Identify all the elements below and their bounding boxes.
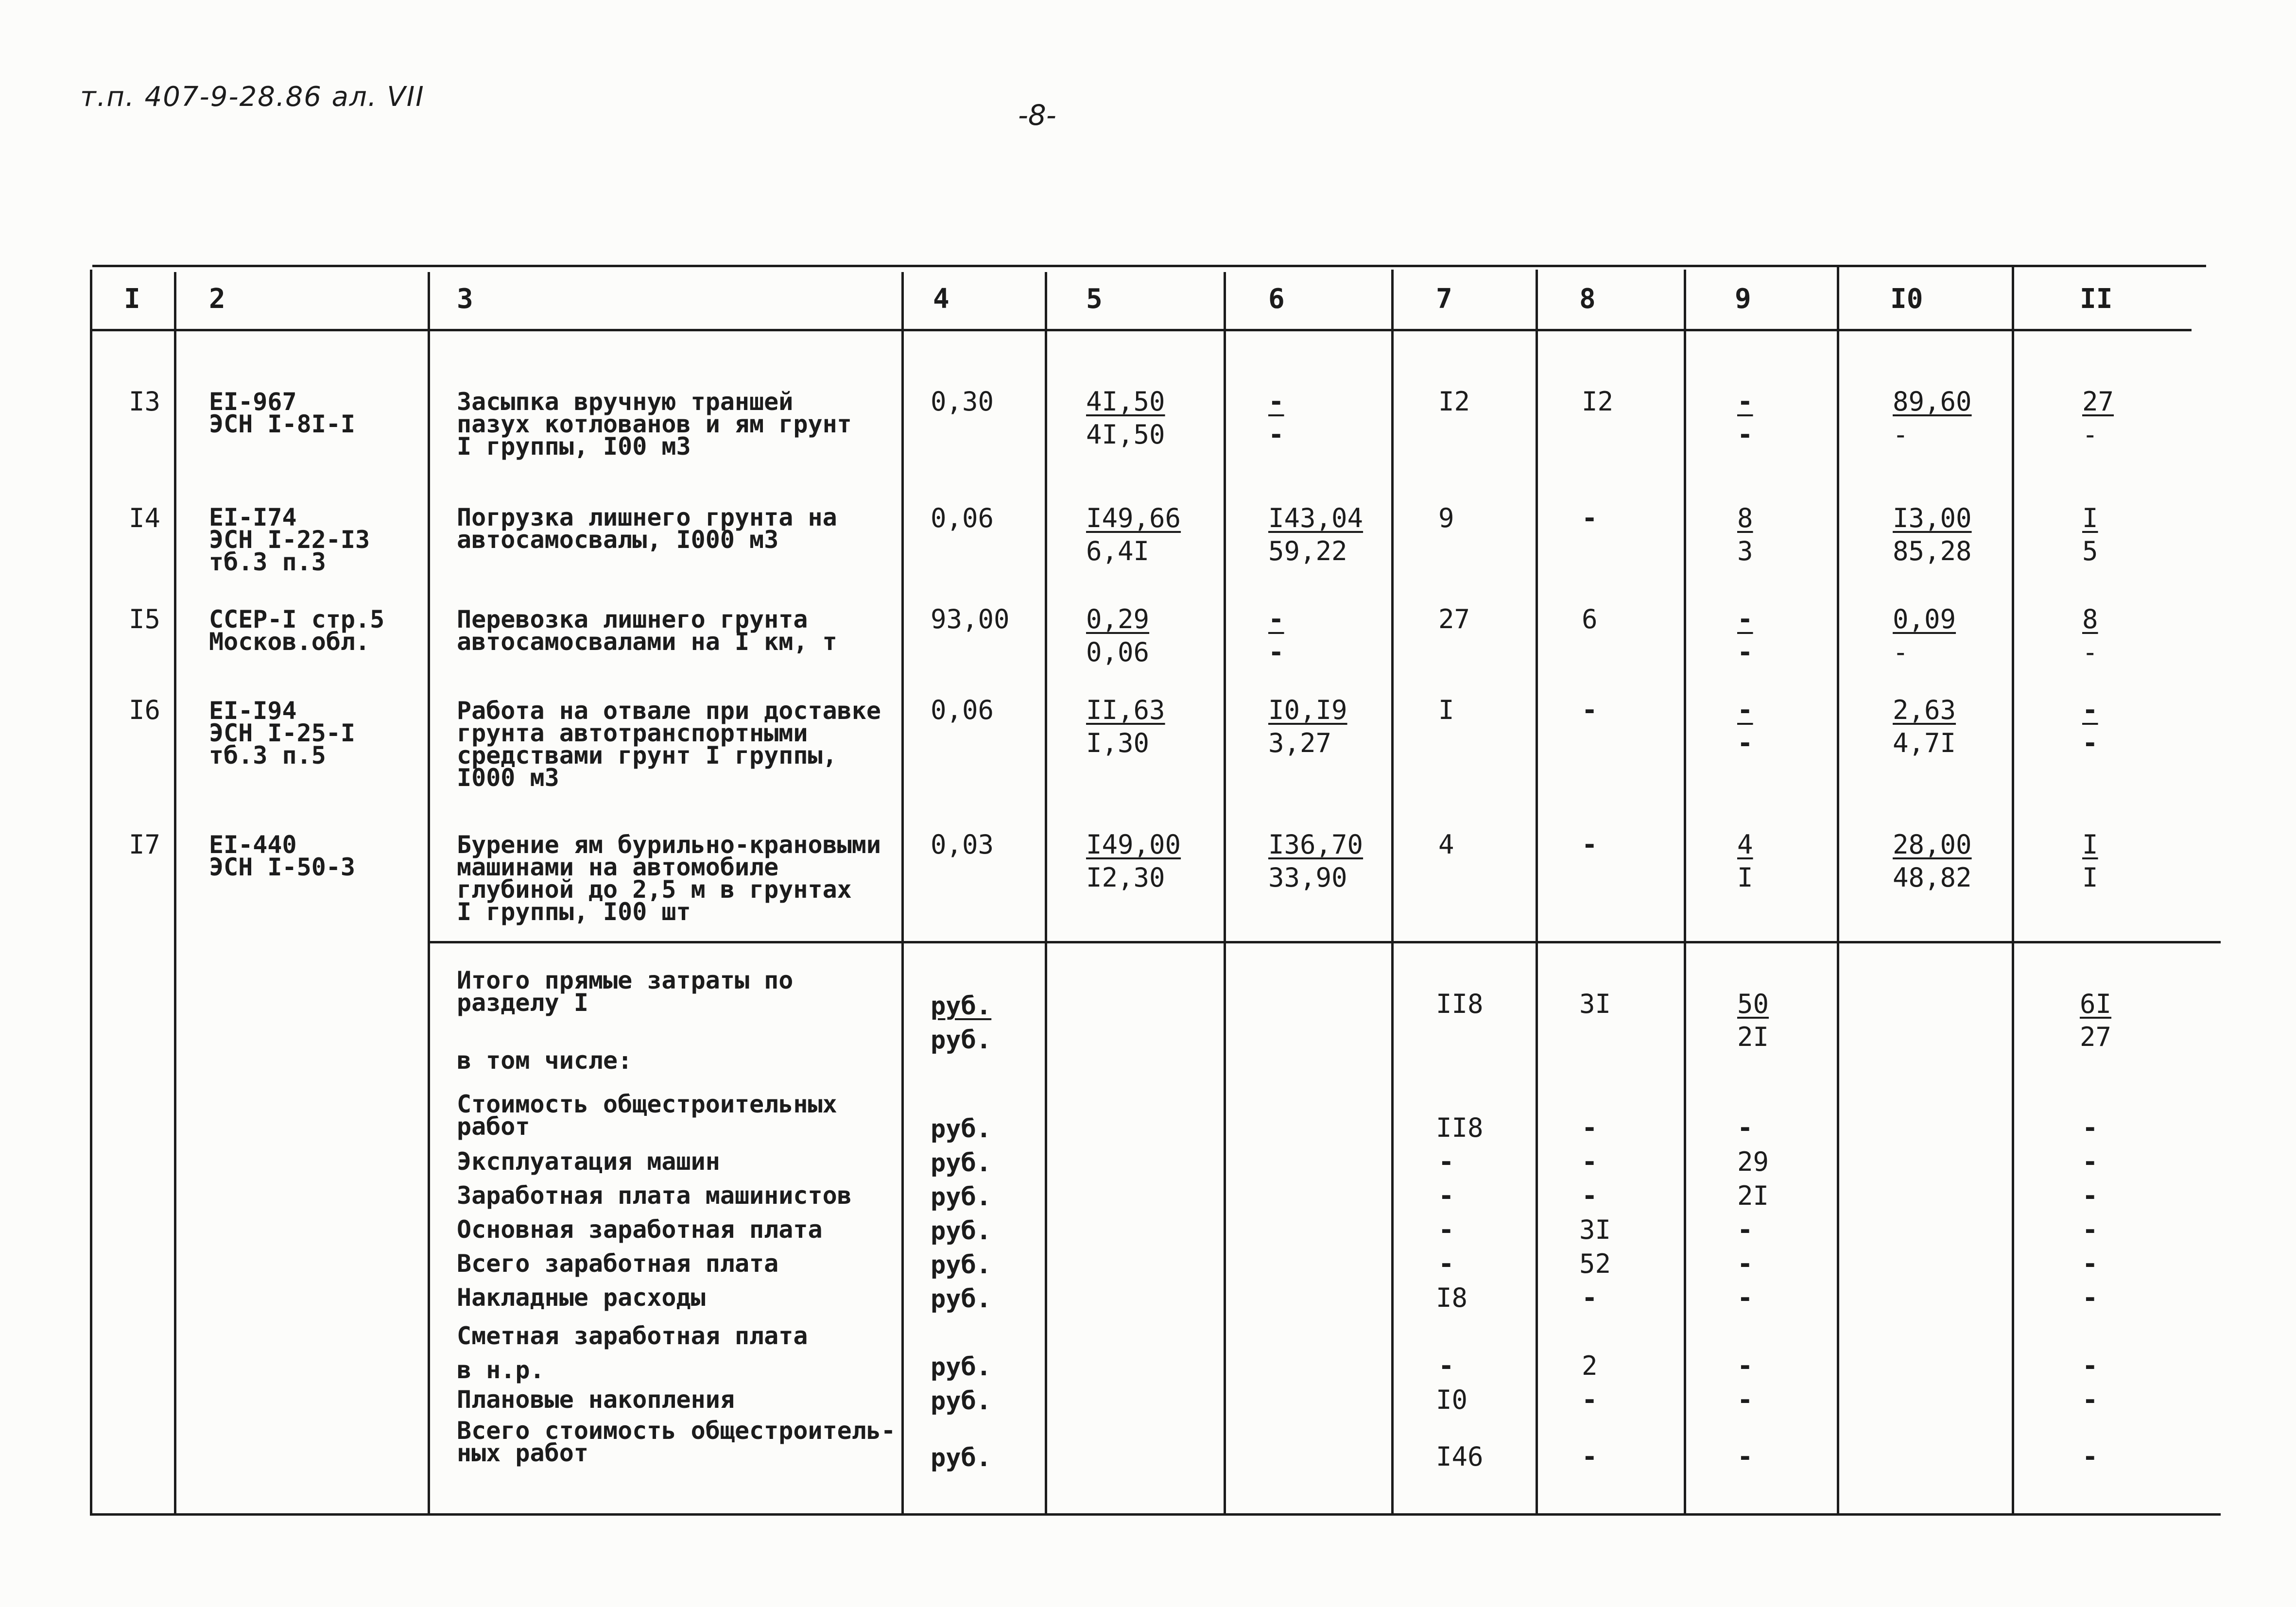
total-labor-fraction: 8 - (2082, 604, 2098, 667)
row-number: I5 (129, 604, 161, 634)
work-description: Перевозка лишнего грунта автосамосвалами на I км, т (457, 605, 837, 656)
col-border-5 (1224, 272, 1226, 1513)
summary-item-unit: руб. (931, 1114, 992, 1144)
quantity: 0,03 (931, 829, 994, 860)
summary-item-c11: - (2082, 1351, 2098, 1381)
machine-cost-fraction: - - (1268, 386, 1284, 450)
summary-item-label: Заработная плата машинистов (457, 1181, 852, 1210)
summary-item-c8: 52 (1579, 1248, 1611, 1279)
header-bottom-border (92, 329, 2192, 331)
summary-item-unit: руб. (931, 1182, 992, 1212)
total-labor-fraction: - - (2082, 695, 2098, 758)
summary-item-c7: - (1438, 1180, 1454, 1211)
summary-item-c7: - (1438, 1248, 1454, 1279)
summary-item-c8: - (1582, 1385, 1598, 1415)
total-cost: 9 (1438, 503, 1454, 533)
summary-item-c8: 2 (1582, 1351, 1598, 1381)
total-cost: I2 (1438, 386, 1470, 417)
col-border-8 (1684, 270, 1686, 1513)
column-header-3: 3 (457, 283, 473, 315)
machine-cost-fraction: - - (1268, 604, 1284, 667)
summary-item-c11: - (2082, 1214, 2098, 1245)
summary-item-c9: - (1737, 1248, 1753, 1279)
summary-item-c7: - (1438, 1214, 1454, 1245)
summary-item-c9: - (1737, 1112, 1753, 1143)
machine-operation-fraction: - - (1737, 386, 1753, 450)
col-border-6 (1391, 270, 1394, 1513)
summary-item-unit: руб. (931, 1250, 992, 1280)
summary-unit-bottom: руб. (931, 1026, 992, 1055)
summary-item-c8: - (1582, 1146, 1598, 1177)
column-header-2: 2 (209, 283, 225, 315)
summary-item-c11: - (2082, 1180, 2098, 1211)
summary-item-c8: - (1582, 1112, 1598, 1143)
row-number: I6 (129, 695, 161, 725)
total-cost: I (1438, 695, 1454, 725)
col-border-9 (1837, 266, 1839, 1513)
column-header-4: 4 (933, 283, 949, 315)
quantity: 93,00 (931, 604, 1010, 634)
machine-cost-fraction: $\frac{I36,70}{33,90}$ (1268, 829, 1364, 893)
column-header-1: I (124, 283, 140, 315)
summary-item-c11: - (2082, 1112, 2098, 1143)
summary-item-label: Всего стоимость общестроитель- ных работ (457, 1417, 896, 1467)
col-border-10 (2012, 266, 2014, 1513)
col-border-1 (174, 272, 176, 1513)
summary-machine-fraction: $\frac{50}{2I}$ (1737, 989, 1769, 1052)
column-header-9: 9 (1735, 283, 1751, 315)
summary-item-unit: руб. (931, 1352, 992, 1382)
labor-fraction: 89,60 - (1893, 386, 1972, 450)
table-top-border (92, 265, 2206, 267)
quantity: 0,06 (931, 695, 994, 725)
total-labor-fraction: $\frac{I}{5}$ (2082, 503, 2098, 566)
work-description: Бурение ям бурильно-крановыми машинами на автомобиле глубиной до 2,5 м в грунтах I группы, I00 шт (457, 831, 881, 926)
column-header-10: I0 (1890, 283, 1923, 315)
summary-item-c9: - (1737, 1385, 1753, 1415)
norm-code: EI-967 ЭСН I-8I-I (209, 388, 356, 438)
summary-item-c8: - (1582, 1180, 1598, 1211)
summary-item-label: Эксплуатация машин (457, 1147, 720, 1176)
summary-wages: 3I (1579, 989, 1611, 1019)
col-border-3 (901, 272, 904, 1513)
col-border-2 (428, 272, 430, 1513)
work-description: Работа на отвале при доставке грунта автотранспортными средствами грунт I группы, I000 м3 (457, 697, 881, 792)
unit-cost-fraction: $\frac{0,29}{0,06}$ (1086, 604, 1150, 667)
quantity: 0,06 (931, 503, 994, 533)
column-header-5: 5 (1086, 283, 1103, 315)
wages: 6 (1582, 604, 1598, 634)
summary-labor-fraction: $\frac{6I}{27}$ (2080, 989, 2112, 1052)
summary-item-c9: 2I (1737, 1180, 1769, 1211)
summary-unit-top: руб. (931, 992, 992, 1021)
wages: I2 (1582, 386, 1614, 417)
unit-cost-fraction: $\frac{I49,00}{I2,30}$ (1086, 829, 1181, 893)
summary-item-c8: - (1582, 1282, 1598, 1313)
summary-total-label: Итого прямые затраты по разделу I (457, 966, 794, 1017)
summary-item-c9: - (1737, 1282, 1753, 1313)
summary-item-c7: - (1438, 1146, 1454, 1177)
summary-item-unit: руб. (931, 1386, 992, 1416)
summary-item-unit: руб. (931, 1216, 992, 1246)
including-label: в том числе: (457, 1046, 633, 1075)
summary-item-c11: - (2082, 1441, 2098, 1472)
summary-item-c7: I0 (1436, 1385, 1468, 1415)
summary-separator (428, 941, 2221, 943)
summary-item-label: Стоимость общестроительных работ (457, 1090, 837, 1141)
total-labor-fraction: $\frac{I}{I}$ (2082, 829, 2098, 893)
labor-fraction: $\frac{28,00}{48,82}$ (1893, 829, 1972, 893)
summary-item-c9: - (1737, 1214, 1753, 1245)
column-header-7: 7 (1436, 283, 1452, 315)
machine-operation-fraction: - - (1737, 604, 1753, 667)
summary-item-label: Сметная заработная плата в н.р. (457, 1322, 808, 1384)
unit-cost-fraction: $\frac{4I,50}{4I,50}$ (1086, 386, 1165, 450)
summary-item-c11: - (2082, 1248, 2098, 1279)
col-border-7 (1536, 270, 1538, 1513)
summary-item-c9: 29 (1737, 1146, 1769, 1177)
total-cost: 4 (1438, 829, 1454, 860)
wages: - (1582, 829, 1598, 860)
summary-item-c8: - (1582, 1441, 1598, 1472)
wages: - (1582, 503, 1598, 533)
column-header-6: 6 (1268, 283, 1285, 315)
page-number: -8- (1018, 99, 1056, 132)
column-header-11: II (2080, 283, 2113, 315)
summary-item-c11: - (2082, 1282, 2098, 1313)
summary-total-cost: II8 (1436, 989, 1484, 1019)
summary-item-unit: руб. (931, 1148, 992, 1178)
norm-code: ССЕР-I стр.5 Москов.обл. (209, 605, 385, 656)
row-number: I3 (129, 386, 161, 417)
column-header-8: 8 (1579, 283, 1596, 315)
summary-item-c7: II8 (1436, 1112, 1484, 1143)
total-cost: 27 (1438, 604, 1470, 634)
col-border-0 (90, 270, 92, 1513)
summary-item-c7: I8 (1436, 1282, 1468, 1313)
summary-item-c11: - (2082, 1385, 2098, 1415)
labor-fraction: $\frac{I3,00}{85,28}$ (1893, 503, 1972, 566)
summary-item-label: Основная заработная плата (457, 1215, 823, 1244)
work-description: Засыпка вручную траншей пазух котлованов и ям грунт I группы, I00 м3 (457, 388, 852, 461)
machine-operation-fraction: - - (1737, 695, 1753, 758)
unit-cost-fraction: $\frac{I49,66}{6,4I}$ (1086, 503, 1181, 566)
summary-item-c9: - (1737, 1351, 1753, 1381)
table-bottom-border (90, 1513, 2221, 1516)
labor-fraction: $\frac{2,63}{4,7I}$ (1893, 695, 1956, 758)
summary-item-c8: 3I (1579, 1214, 1611, 1245)
summary-item-c7: I46 (1436, 1441, 1484, 1472)
work-description: Погрузка лишнего грунта на автосамосвалы, I000 м3 (457, 503, 837, 554)
norm-code: EI-I74 ЭСН I-22-I3 тб.3 п.3 (209, 503, 370, 576)
labor-fraction: 0,09 - (1893, 604, 1956, 667)
summary-item-c11: - (2082, 1146, 2098, 1177)
norm-code: EI-I94 ЭСН I-25-I тб.3 п.5 (209, 697, 356, 769)
machine-operation-fraction: $\frac{8}{3}$ (1737, 503, 1753, 566)
unit-cost-fraction: $\frac{II,63}{I,30}$ (1086, 695, 1165, 758)
summary-item-unit: руб. (931, 1284, 992, 1314)
summary-item-label: Всего заработная плата (457, 1249, 779, 1278)
total-labor-fraction: 27 - (2082, 386, 2114, 450)
machine-operation-fraction: $\frac{4}{I}$ (1737, 829, 1753, 893)
machine-cost-fraction: $\frac{I43,04}{59,22}$ (1268, 503, 1364, 566)
summary-item-label: Плановые накопления (457, 1385, 735, 1414)
norm-code: EI-440 ЭСН I-50-3 (209, 831, 356, 881)
col-border-4 (1045, 272, 1047, 1513)
summary-item-c9: - (1737, 1441, 1753, 1472)
summary-item-c7: - (1438, 1351, 1454, 1381)
machine-cost-fraction: $\frac{I0,I9}{3,27}$ (1268, 695, 1347, 758)
summary-item-unit: руб. (931, 1443, 992, 1472)
document-code: т.п. 407-9-28.86 ал. VII (80, 81, 425, 113)
quantity: 0,30 (931, 386, 994, 417)
row-number: I4 (129, 503, 161, 533)
summary-item-label: Накладные расходы (457, 1283, 706, 1312)
wages: - (1582, 695, 1598, 725)
row-number: I7 (129, 829, 161, 860)
